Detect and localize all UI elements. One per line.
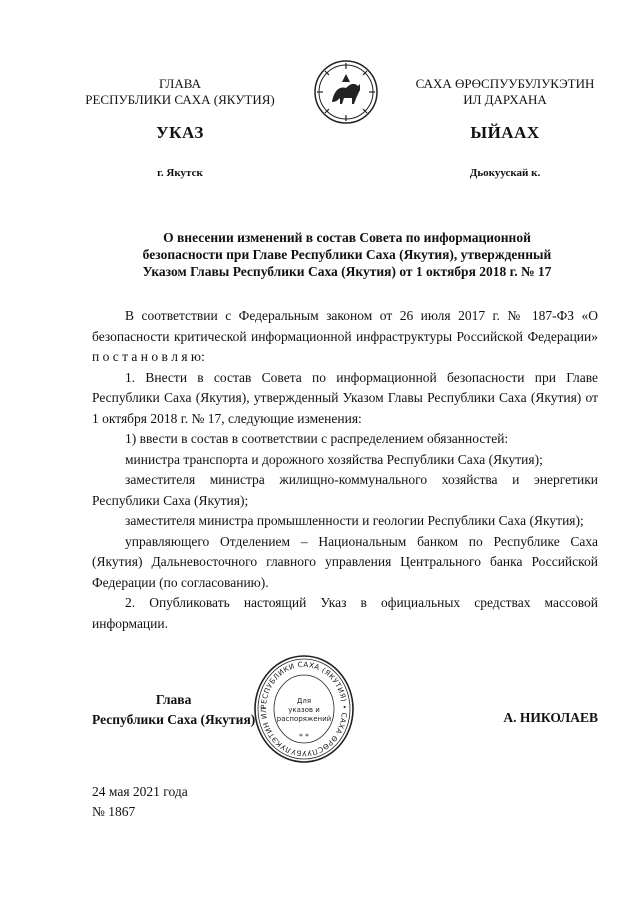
signatory-title (92, 690, 255, 730)
issuer-ru-line1: ГЛАВА (159, 76, 201, 91)
title-line-2: безопасности при Главе Республики Саха (Якутия), утвержденный (142, 247, 552, 262)
title-line-1: О внесении изменений в состав Совета по информационной (163, 230, 531, 245)
item-2-paragraph: 2. Опубликовать настоящий Указ в официальных средствах массовой информации. (92, 595, 598, 631)
signatory-title-line2: Республики Саха (Якутия) (92, 712, 256, 727)
city-ru: г. Якутск (157, 167, 203, 179)
member-4-paragraph: управляющего Отделением – Национальным банком по Республике Саха (Якутия) Дальневосточного главного управления Центрального банка Российской Федерации (по согласованию). (92, 533, 598, 590)
decree-body (92, 306, 598, 634)
member-2-paragraph: заместителя министра жилищно-коммунального хозяйства и энергетики Республики Саха (Якутия); (92, 472, 598, 508)
title-line-3: Указом Главы Республики Саха (Якутия) от 1 октября 2018 г. № 17 (142, 264, 552, 279)
issuer-sah-line2: ИЛ ДАРХАНА (463, 92, 547, 107)
member-1-paragraph: министра транспорта и дорожного хозяйства Республики Саха (Якутия); (125, 451, 543, 467)
seal-inner-line1: Для (296, 697, 312, 705)
signatory-name: А. НИКОЛАЕВ (503, 710, 598, 725)
decree-number: № 1867 (92, 804, 136, 819)
seal-inner-line2: указов и (288, 706, 320, 714)
decree-title (92, 229, 602, 280)
issuer-sah (390, 76, 620, 108)
decree-date-and-number (92, 782, 188, 822)
member-3-paragraph: заместителя министра промышленности и геологии Республики Саха (Якутия); (125, 513, 584, 528)
coat-of-arms-emblem (314, 60, 378, 124)
doc-type-sah: ЫЙААХ (470, 123, 540, 142)
city-sah: Дьокуускай к. (469, 167, 541, 179)
seal-outer-text: РЕСПУБЛИКИ САХА (ЯКУТИЯ) • САХА ӨРӨСПУУБУЛУКЭТИН ИЛ (258, 659, 350, 759)
seal-inner-line3: распоряжений (276, 715, 332, 723)
issuer-ru (60, 76, 300, 108)
decree-date: 24 мая 2021 года (92, 784, 188, 799)
signatory-title-line1: Глава (155, 692, 192, 707)
svg-text:* *: * * (299, 732, 309, 741)
item-1-subpoint: 1) ввести в состав в соответствии с распределением обязанностей: (125, 431, 509, 446)
issuer-ru-line2: РЕСПУБЛИКИ САХА (ЯКУТИЯ) (85, 92, 275, 107)
preamble-paragraph: В соответствии с Федеральным законом от 26 июля 2017 г. № 187-ФЗ «О безопасности критической информационной инфраструктуры Российской Федерации» п о с т а н о в л я ю: (92, 308, 598, 364)
official-seal-stamp (252, 653, 356, 765)
doc-type-ru: УКАЗ (156, 123, 204, 142)
item-1-paragraph: 1. Внести в состав Совета по информационной безопасности при Главе Республики Саха (Якутия), утвержденный Указом Главы Республики Саха (Якутия) от 1 октября 2018 г. № 17, следующие изменения: (92, 369, 598, 426)
issuer-sah-line1: САХА ӨРӨСПУУБУЛУКЭТИН (415, 76, 595, 91)
